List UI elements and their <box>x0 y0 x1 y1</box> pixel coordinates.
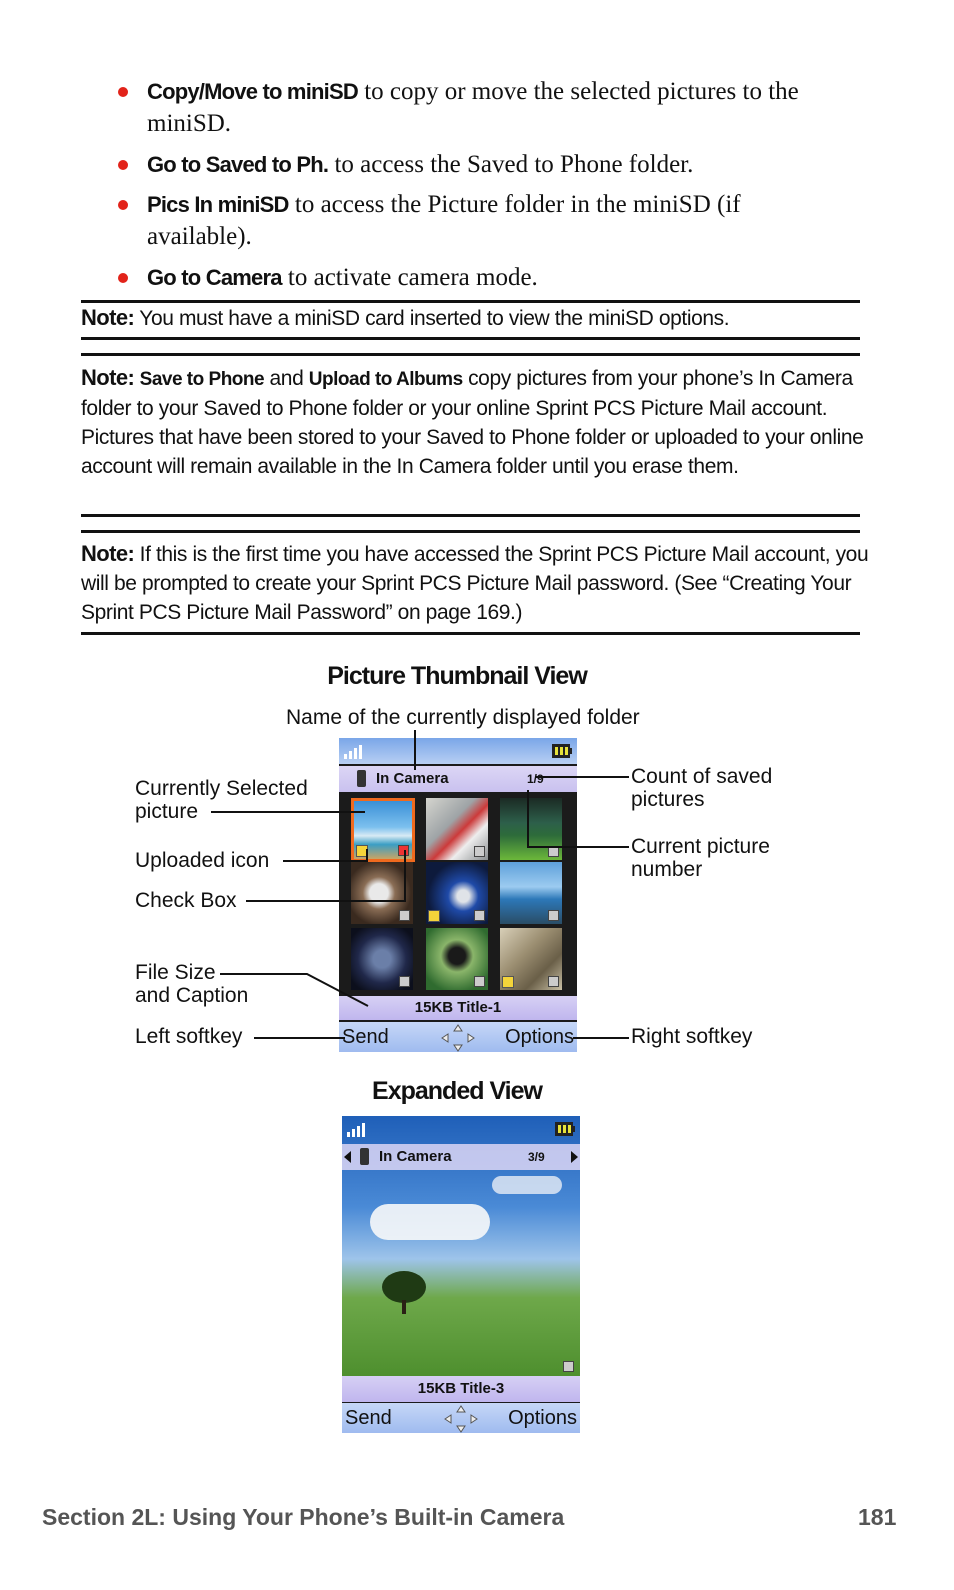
softkey-bar <box>342 1403 580 1433</box>
callout-line: pictures <box>631 788 705 811</box>
callout-line: Count of saved <box>631 765 773 788</box>
note-text: copy pictures from your phone’s In Camera folder to your Saved to Phone folder or your online Sprint PCS Picture Mail account. Pictures that have been stored to your Saved to Phone folder or uploaded to your online account will remain available in the In Camera folder until you erase them. <box>81 367 864 478</box>
line-uploaded <box>283 849 367 861</box>
callout-check-box: Check Box <box>135 889 237 912</box>
callout-line: and Caption <box>135 984 249 1007</box>
callout-line: picture <box>135 800 199 823</box>
folder-name: In Camera <box>376 770 449 787</box>
status-bar <box>342 1116 580 1142</box>
left-softkey[interactable]: Send <box>345 1407 392 1429</box>
note-text: and <box>264 367 309 390</box>
left-arrow-icon[interactable] <box>344 1151 352 1163</box>
line-checkbox <box>246 850 405 901</box>
left-softkey[interactable]: Send <box>342 1026 389 1048</box>
checkbox[interactable] <box>563 1361 574 1372</box>
line-filesize <box>220 974 368 1006</box>
note-label: Note: <box>81 305 135 330</box>
note-term: Upload to Albums <box>308 369 463 390</box>
cloud-shape <box>492 1176 562 1194</box>
callout-right-softkey: Right softkey <box>631 1025 753 1048</box>
callout-line: number <box>631 858 703 881</box>
thumbnail-view-heading: Picture Thumbnail View <box>327 662 587 690</box>
bullet-term: Copy/Move to miniSD <box>147 79 358 104</box>
folder-name: In Camera <box>379 1148 452 1165</box>
signal-icon <box>346 1120 370 1138</box>
cloud-shape <box>370 1204 490 1240</box>
note-text: You must have a miniSD card inserted to view the miniSD options. <box>134 307 730 330</box>
note-label: Note: <box>81 365 135 390</box>
note-term: Save to Phone <box>139 369 265 390</box>
bullet-term: Go to Camera <box>147 265 282 290</box>
bullet-text: to copy or move the selected pictures to the miniSD. <box>147 78 799 137</box>
right-arrow-icon[interactable] <box>570 1151 578 1163</box>
bullet-text: to activate camera mode. <box>281 264 538 291</box>
right-softkey[interactable]: Options <box>508 1407 577 1429</box>
callout-line: Currently Selected <box>135 777 308 800</box>
callout-folder-name: Name of the currently displayed folder <box>286 706 640 729</box>
folder-bar <box>342 1144 580 1170</box>
page-number: 181 <box>858 1504 897 1530</box>
note-label: Note: <box>81 541 135 566</box>
phone-icon <box>360 1148 369 1165</box>
picture-count: 3/9 <box>528 1150 545 1164</box>
line-current <box>528 790 629 847</box>
nav-key-icon <box>444 1405 478 1433</box>
expanded-view-heading: Expanded View <box>372 1077 542 1105</box>
right-softkey[interactable]: Options <box>505 1026 574 1048</box>
footer-section: Section 2L: Using Your Phone’s Built-in Camera <box>42 1504 565 1530</box>
callout-uploaded-icon: Uploaded icon <box>135 849 270 872</box>
bullet-text: to access the Picture folder in the miniSD (if available). <box>147 191 741 250</box>
battery-icon <box>554 1121 576 1137</box>
picture-count: 1/9 <box>527 772 544 786</box>
caption-bar: 15KB Title-1 <box>339 996 577 1020</box>
bullet-text: to access the Saved to Phone folder. <box>328 151 694 178</box>
bullet-term: Go to Saved to Ph. <box>147 152 329 177</box>
callout-line: File Size <box>135 961 216 984</box>
callout-left-softkey: Left softkey <box>135 1025 243 1048</box>
tree-canopy <box>382 1271 426 1303</box>
tree-trunk <box>402 1300 406 1314</box>
caption-bar: 15KB Title-3 <box>342 1376 580 1402</box>
expanded-screen <box>342 1116 580 1433</box>
note-text: If this is the first time you have accessed the Sprint PCS Picture Mail account, you will be prompted to create your Sprint PCS Picture Mail password. (See “Creating Your Sprint PCS Picture Mail Password” on page 169.) <box>81 543 869 624</box>
bullet-term: Pics In miniSD <box>147 192 289 217</box>
callout-line: Current picture <box>631 835 770 858</box>
